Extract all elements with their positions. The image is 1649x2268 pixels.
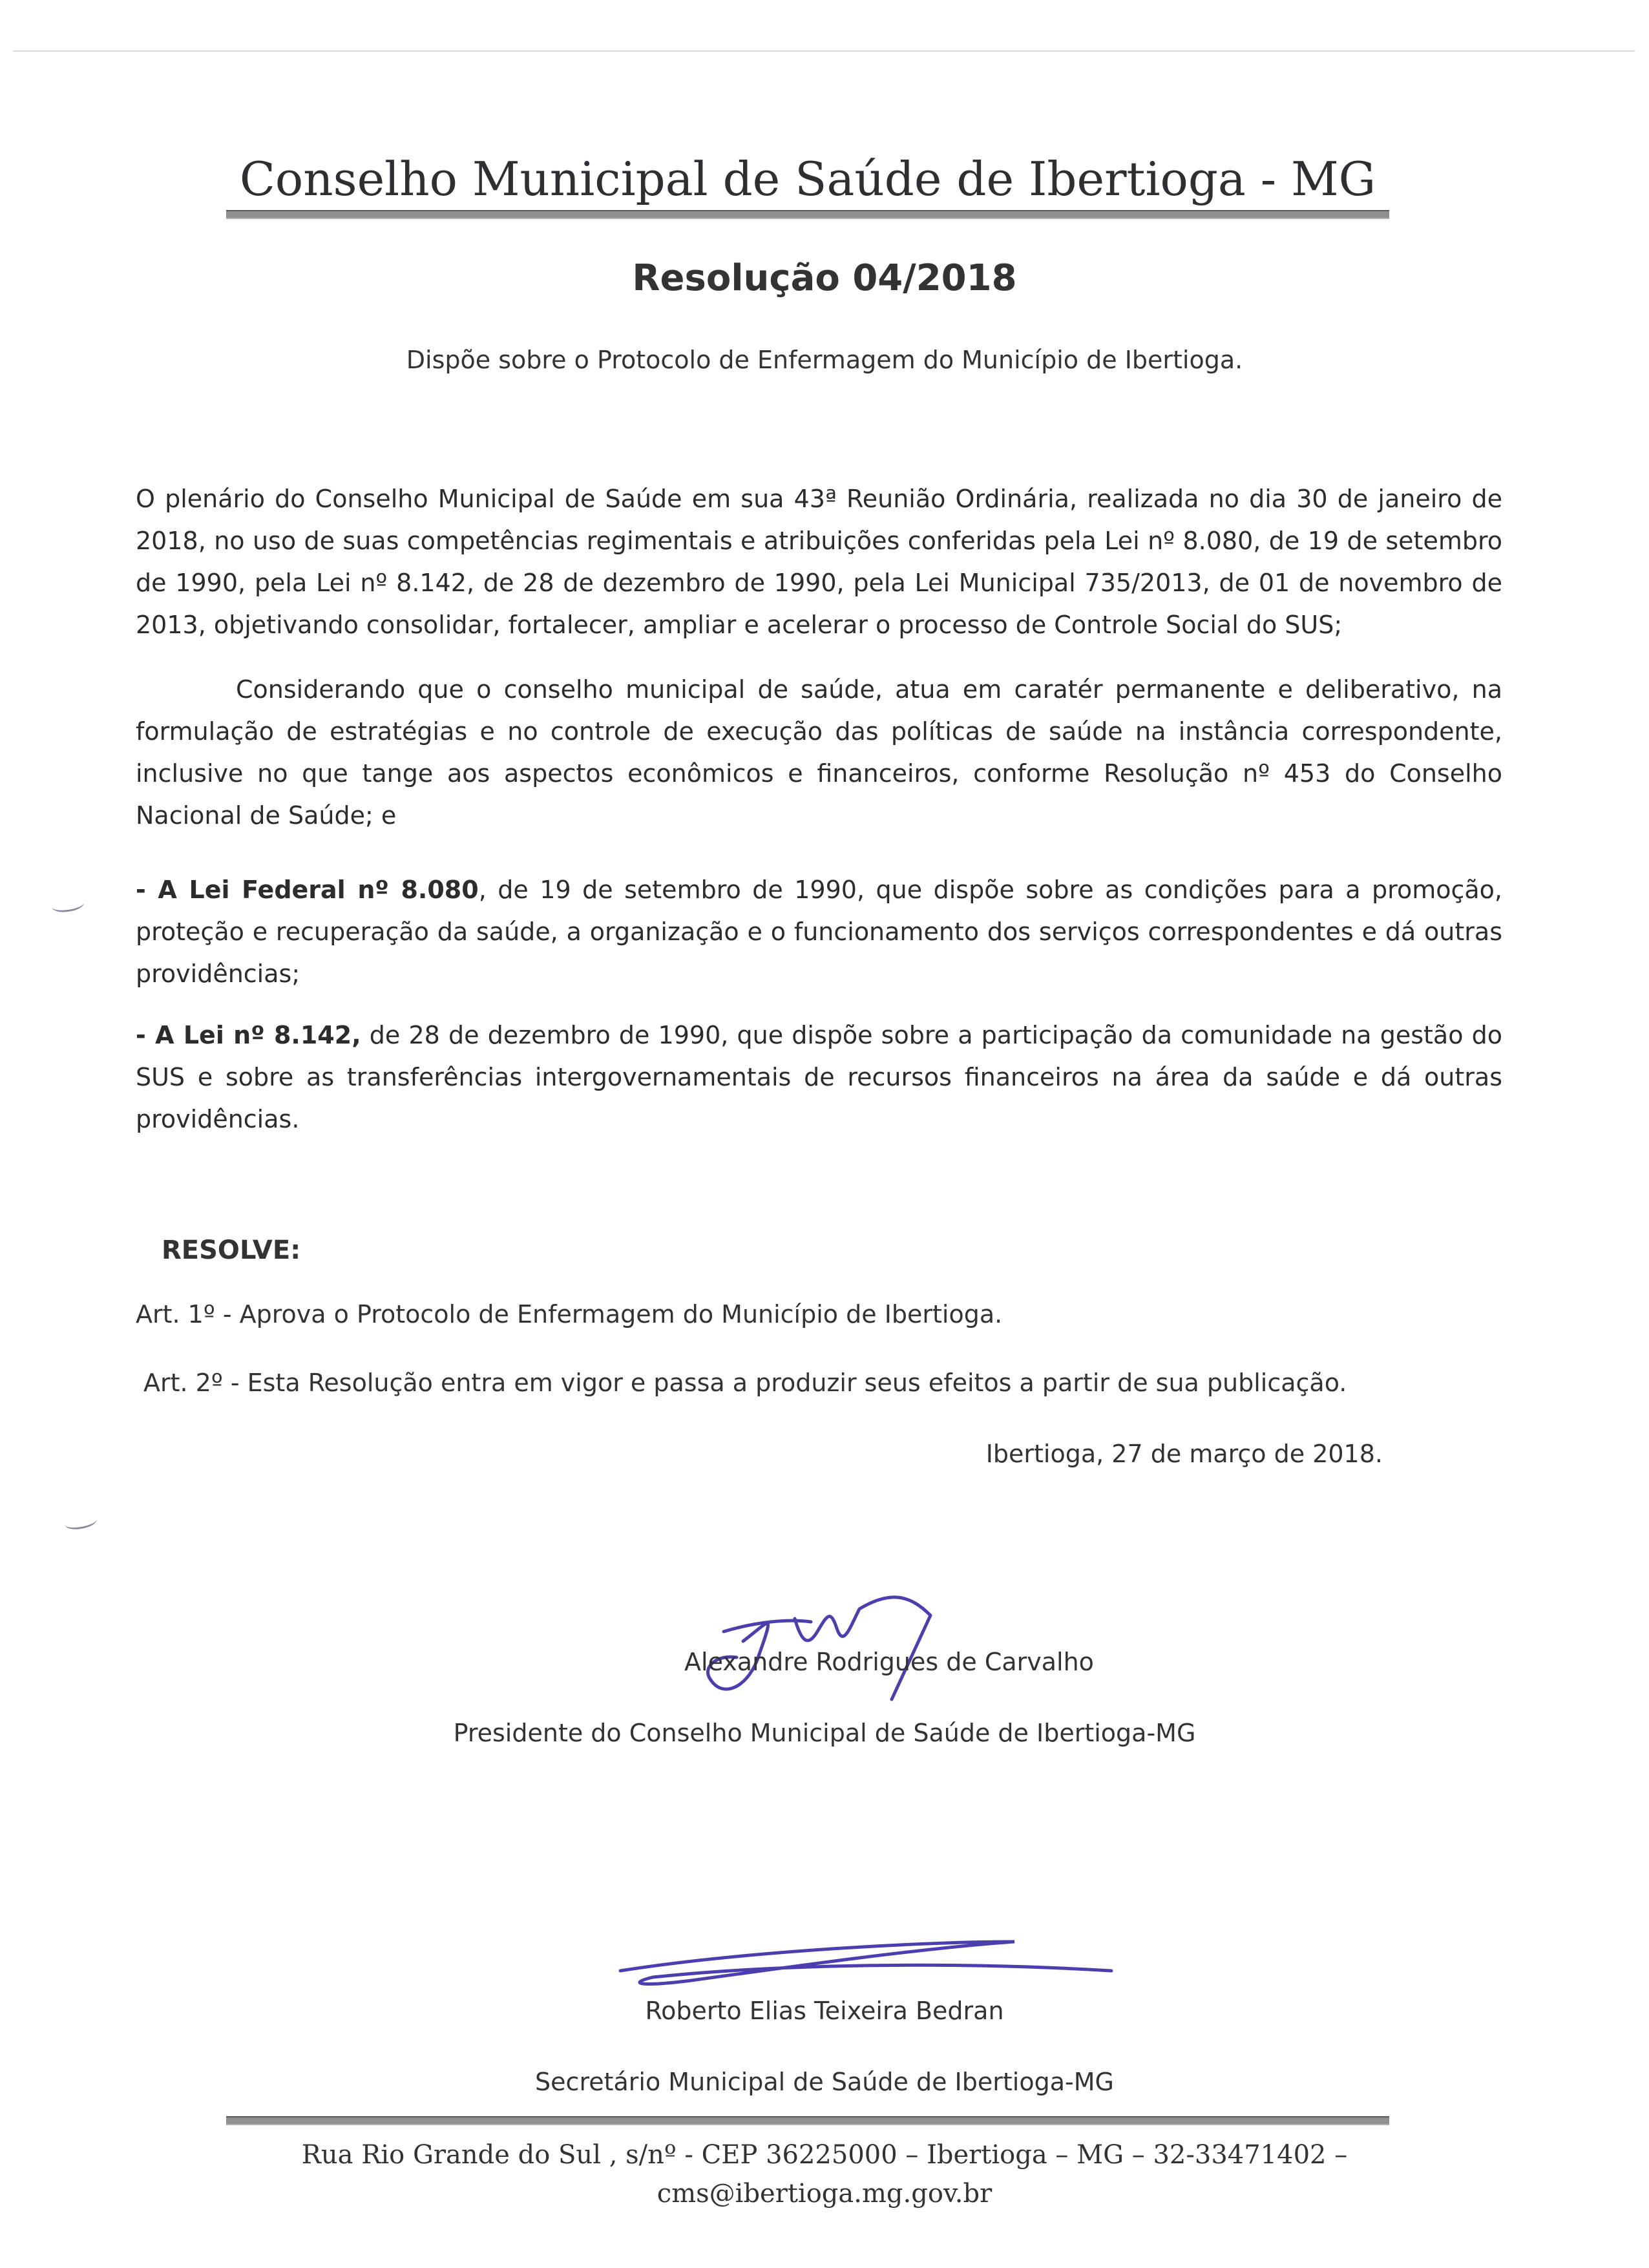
signature-secretary — [614, 1926, 1118, 1997]
considering-paragraph: Considerando que o conselho municipal de saúde, atua em caratér permanente e deliberativo, na formulação de estratégias e no controle de execução das políticas de saúde na instância correspondente, inclusive no que tange aos aspectos econômicos e financeiros, conforme Resolução nº 453 do Conselho Nacional de Saúde; e — [136, 675, 1502, 830]
signatory-role-secretary: Secretário Municipal de Saúde de Ibertioga-MG — [535, 2068, 1114, 2096]
letterhead-rule — [226, 210, 1389, 219]
law-item-text: , de 19 de setembro de 1990, que dispõe sobre as condições para a promoção, proteção e recuperação da saúde, a organização e o funcionamento dos serviços correspondentes e dá outras providências; — [136, 876, 1502, 988]
law-item-label: - A Lei Federal nº 8.080 — [136, 876, 479, 904]
footer-address — [0, 2136, 1649, 2213]
law-item-8142 — [136, 1014, 1502, 1140]
resolution-ementa: Dispõe sobre o Protocolo de Enfermagem do Município de Ibertioga. — [406, 346, 1243, 374]
resolution-title: Resolução 04/2018 — [632, 257, 1017, 299]
footer-rule — [226, 2116, 1389, 2125]
signatory-role-president: Presidente do Conselho Municipal de Saúde de Ibertioga-MG — [453, 1719, 1196, 1747]
preamble-paragraph: O plenário do Conselho Municipal de Saúde em sua 43ª Reunião Ordinária, realizada no dia 30 de janeiro de 2018, no uso de suas competências regimentais e atribuições conferidas pela Lei nº 8.080, de 19 de setembro de 1990, pela Lei nº 8.142, de 28 de dezembro de 1990, pela Lei Municipal 735/2013, de 01 de novembro de 2013, objetivando consolidar, fortalecer, ampliar e acelerar o processo de Controle Social do SUS; — [136, 485, 1502, 639]
article-2: Art. 2º - Esta Resolução entra em vigor e passa a produzir seus efeitos a partir de sua publicação. — [143, 1369, 1347, 1397]
scan-mark — [51, 896, 85, 914]
signature-president — [698, 1570, 995, 1706]
footer-address-line: Rua Rio Grande do Sul , s/nº - CEP 36225000 – Ibertioga – MG – 32-33471402 – — [301, 2140, 1348, 2170]
dateline: Ibertioga, 27 de março de 2018. — [985, 1440, 1383, 1468]
law-item-label: - A Lei nº 8.142, — [136, 1021, 361, 1049]
resolve-heading: RESOLVE: — [162, 1235, 301, 1265]
signatory-name-secretary: Roberto Elias Teixeira Bedran — [645, 1997, 1004, 2025]
scan-mark — [64, 1513, 98, 1531]
signatory-name-president: Alexandre Rodrigues de Carvalho — [684, 1648, 1094, 1676]
article-1: Art. 1º - Aprova o Protocolo de Enfermagem do Município de Ibertioga. — [136, 1300, 1003, 1328]
law-item-text: de 28 de dezembro de 1990, que dispõe sobre a participação da comunidade na gestão do SUS e sobre as transferências intergovernamentais de recursos financeiros na área da saúde e dá outras providências. — [136, 1021, 1502, 1133]
scan-edge-line — [13, 50, 1635, 52]
law-item-8080 — [136, 869, 1502, 995]
footer-email: cms@ibertioga.mg.gov.br — [656, 2179, 993, 2209]
letterhead-title: Conselho Municipal de Saúde de Ibertioga - MG — [239, 152, 1376, 206]
